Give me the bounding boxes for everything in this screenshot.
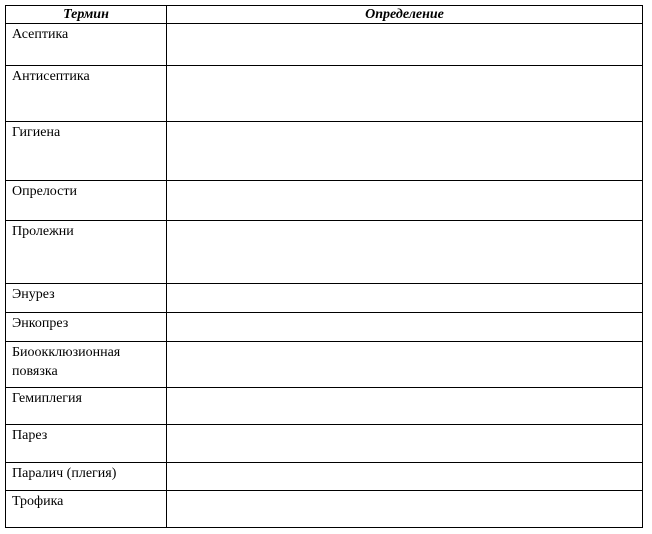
definition-cell[interactable] xyxy=(167,122,643,181)
table-row xyxy=(6,221,643,284)
table-row xyxy=(6,425,643,463)
table-row xyxy=(6,24,643,66)
definition-cell[interactable] xyxy=(167,24,643,66)
term-cell: Паралич (плегия) xyxy=(6,463,167,491)
definition-cell[interactable] xyxy=(167,491,643,528)
table-row xyxy=(6,122,643,181)
table-header xyxy=(6,6,643,24)
table-row xyxy=(6,463,643,491)
table-body xyxy=(6,24,643,528)
definition-cell[interactable] xyxy=(167,313,643,342)
term-cell: Парез xyxy=(6,425,167,463)
header-row xyxy=(6,6,643,24)
definition-cell[interactable] xyxy=(167,388,643,425)
term-cell: Энкопрез xyxy=(6,313,167,342)
table-row xyxy=(6,181,643,221)
definition-cell[interactable] xyxy=(167,66,643,122)
term-cell: Гемиплегия xyxy=(6,388,167,425)
term-cell: Биоокклюзионная повязка xyxy=(6,342,167,388)
terms-table xyxy=(5,5,643,528)
term-cell: Антисептика xyxy=(6,66,167,122)
term-cell: Трофика xyxy=(6,491,167,528)
term-cell: Асептика xyxy=(6,24,167,66)
term-cell: Пролежни xyxy=(6,221,167,284)
definition-cell[interactable] xyxy=(167,181,643,221)
table-row xyxy=(6,342,643,388)
table-row xyxy=(6,284,643,313)
definition-cell[interactable] xyxy=(167,425,643,463)
definition-cell[interactable] xyxy=(167,284,643,313)
definition-cell[interactable] xyxy=(167,221,643,284)
table-row xyxy=(6,388,643,425)
header-term: Термин xyxy=(6,6,167,24)
table-row xyxy=(6,66,643,122)
table-row xyxy=(6,491,643,528)
term-cell: Энурез xyxy=(6,284,167,313)
term-cell: Опрелости xyxy=(6,181,167,221)
definition-cell[interactable] xyxy=(167,463,643,491)
table-row xyxy=(6,313,643,342)
term-cell: Гигиена xyxy=(6,122,167,181)
header-definition: Определение xyxy=(167,6,643,24)
definition-cell[interactable] xyxy=(167,342,643,388)
